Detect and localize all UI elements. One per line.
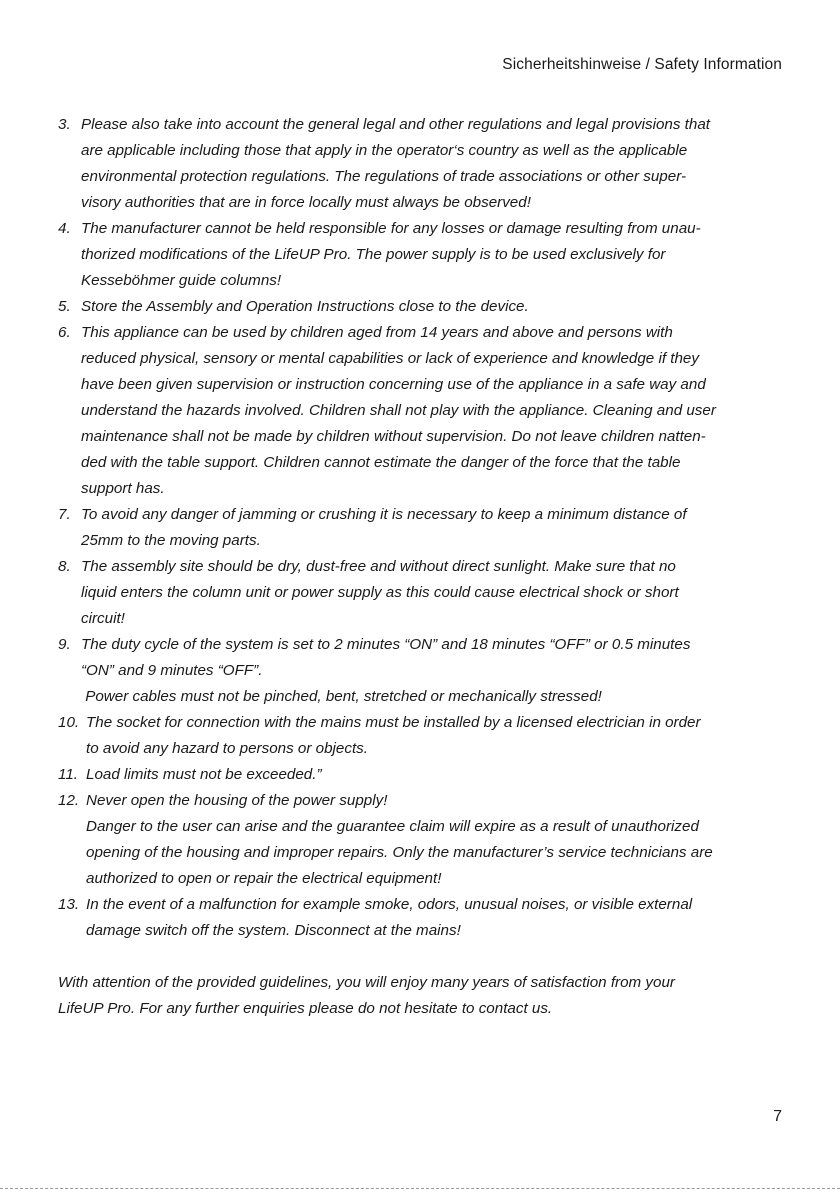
item-text — [86, 788, 782, 892]
item-number: 13. — [58, 896, 80, 913]
closing-paragraph — [58, 970, 782, 1022]
text-line: The duty cycle of the system is set to 2 minutes “ON” and 18 minutes “OFF” or 0.5 minutes — [81, 636, 691, 653]
text-line: circuit! — [81, 610, 125, 627]
text-line: understand the hazards involved. Children shall not play with the appliance. Cleaning and user — [81, 402, 716, 419]
list-item — [58, 892, 782, 944]
item-number: 12. — [58, 792, 80, 809]
text-line: Danger to the user can arise and the guarantee claim will expire as a result of unauthorized — [86, 818, 699, 835]
list-item — [58, 320, 782, 502]
item-number: 3. — [58, 116, 71, 133]
item-text — [81, 294, 782, 320]
text-line: Kesseböhmer guide columns! — [81, 272, 282, 289]
text-line: maintenance shall not be made by children without supervision. Do not leave children natten- — [81, 428, 706, 445]
list-item — [58, 710, 782, 762]
item-text — [81, 554, 782, 632]
text-line: 25mm to the moving parts. — [81, 532, 261, 549]
text-line: ded with the table support. Children cannot estimate the danger of the force that the table — [81, 454, 681, 471]
list-item — [58, 788, 782, 892]
text-line: The assembly site should be dry, dust-free and without direct sunlight. Make sure that no — [81, 558, 676, 575]
item-text — [86, 762, 782, 788]
list-item — [58, 216, 782, 294]
text-line: The manufacturer cannot be held responsible for any losses or damage resulting from unau- — [81, 220, 701, 237]
text-line: opening of the housing and improper repairs. Only the manufacturer’s service technicians are — [86, 844, 713, 861]
text-line: To avoid any danger of jamming or crushing it is necessary to keep a minimum distance of — [81, 506, 687, 523]
item-text — [81, 632, 782, 710]
item-text — [86, 710, 782, 762]
text-line: “ON” and 9 minutes “OFF”. — [81, 662, 263, 679]
text-line: have been given supervision or instruction concerning use of the appliance in a safe way and — [81, 376, 706, 393]
text-line: LifeUP Pro. For any further enquiries please do not hesitate to contact us. — [58, 1000, 553, 1017]
text-line: environmental protection regulations. The regulations of trade associations or other super- — [81, 168, 687, 185]
item-text — [81, 320, 782, 502]
item-number: 5. — [58, 298, 71, 315]
item-number: 11. — [58, 766, 78, 783]
text-line: damage switch off the system. Disconnect at the mains! — [86, 922, 461, 939]
text-line: liquid enters the column unit or power supply as this could cause electrical shock or short — [81, 584, 679, 601]
text-line: visory authorities that are in force locally must always be observed! — [81, 194, 531, 211]
running-header: Sicherheitshinweise / Safety Information — [502, 56, 782, 73]
list-item — [58, 632, 782, 710]
item-number: 4. — [58, 220, 71, 237]
text-line: Please also take into account the general legal and other regulations and legal provisions that — [81, 116, 711, 133]
text-line: With attention of the provided guidelines, you will enjoy many years of satisfaction from your — [58, 974, 675, 991]
text-line: Never open the housing of the power supply! — [86, 792, 388, 809]
list-item — [58, 112, 782, 216]
list-item — [58, 502, 782, 554]
text-line: This appliance can be used by children aged from 14 years and above and persons with — [81, 324, 673, 341]
item-text — [86, 892, 782, 944]
item-text — [81, 112, 782, 216]
text-line: thorized modifications of the LifeUP Pro. The power supply is to be used exclusively for — [81, 246, 666, 263]
item-number: 9. — [58, 636, 71, 653]
text-line: Power cables must not be pinched, bent, stretched or mechanically stressed! — [81, 688, 602, 705]
list-item — [58, 554, 782, 632]
text-line: In the event of a malfunction for example smoke, odors, unusual noises, or visible external — [86, 896, 693, 913]
text-line: Load limits must not be exceeded.” — [86, 766, 322, 783]
item-number: 10. — [58, 714, 80, 731]
item-number: 7. — [58, 506, 71, 523]
item-text — [81, 216, 782, 294]
text-line: The socket for connection with the mains must be installed by a licensed electrician in order — [86, 714, 701, 731]
text-line: authorized to open or repair the electrical equipment! — [86, 870, 442, 887]
page-edge-divider — [0, 1188, 840, 1189]
text-line: support has. — [81, 480, 165, 497]
list-item — [58, 294, 782, 320]
item-text — [81, 502, 782, 554]
text-line: reduced physical, sensory or mental capabilities or lack of experience and knowledge if they — [81, 350, 699, 367]
page-number: 7 — [773, 1108, 782, 1125]
item-number: 8. — [58, 558, 71, 575]
text-line: are applicable including those that apply in the operator‘s country as well as the applicable — [81, 142, 688, 159]
item-number: 6. — [58, 324, 71, 341]
text-line: to avoid any hazard to persons or objects. — [86, 740, 368, 757]
text-line: Store the Assembly and Operation Instructions close to the device. — [81, 298, 529, 315]
safety-list — [58, 112, 782, 1022]
list-item — [58, 762, 782, 788]
